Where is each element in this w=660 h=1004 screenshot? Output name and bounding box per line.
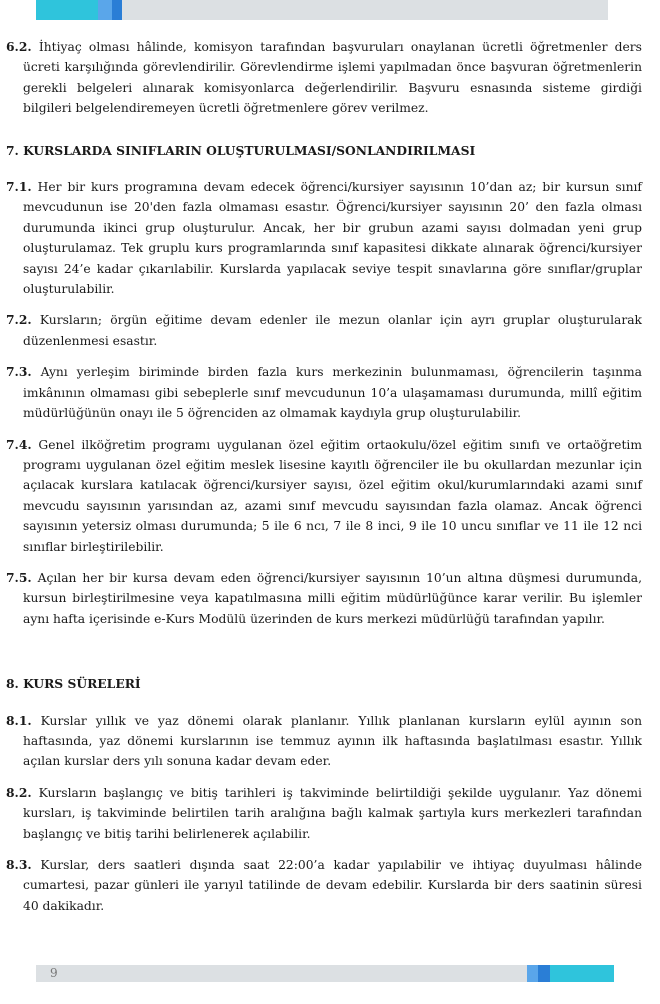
paragraph-number: 7.5.: [6, 569, 32, 585]
paragraph-number: 7.3.: [6, 364, 32, 380]
paragraph-text: Her bir kurs programına devam edecek öğrenci/kursiyer sayısının 10’dan az; bir kursun sınıf mevcudunun ise 20'den fazla olmaması esastır. Öğrenci/kursiyer sayısının 20’ den fazla olması durumunda ikinci grup oluşturulur. Ancak, her bir grubun azami sayısı dolmadan yeni grup oluşturulamaz. Tek gruplu kurs programlarında sınıf kapasitesi dikkate alınarak öğrenci/kursiyer sayısı 24’e kadar çıkarılabilir. Kurslarda yapılacak seviye tespit sınavlarına göre sınıflar/gruplar oluşturulabilir.: [23, 180, 642, 297]
paragraph-text: Kurslar yıllık ve yaz dönemi olarak planlanır. Yıllık planlanan kursların eylül ayının son haftasında, yaz dönemi kurslarının ise temmuz ayının ilk haftasında başlatılması esastır. Yıllık açılan kurslar ders yılı sonuna kadar devam eder.: [23, 713, 642, 769]
header-bar-gray-segment: [122, 0, 608, 20]
paragraph-number: 7.4.: [6, 436, 32, 452]
section-heading-8: 8. KURS SÜRELERİ: [6, 676, 141, 692]
paragraph-text: Aynı yerleşim biriminde birden fazla kurs merkezinin bulunmaması, öğrencilerin taşınma imkânının olmaması gibi sebeplerle sınıf mevcudunun 10’a ulaşamaması durumunda, millî eğitim müdürlüğünün onayı ile 5 öğrenciden az olmamak kaydıyla grup oluşturulabilir.: [23, 365, 642, 421]
section-heading-7: 7. KURSLARDA SINIFLARIN OLUŞTURULMASI/SONLANDIRILMASI: [6, 142, 476, 158]
paragraph-number: 8.3.: [6, 857, 32, 872]
paragraph-7-4: [6, 435, 642, 557]
paragraph-8-1: [6, 711, 642, 772]
paragraph-number: 8.2.: [6, 784, 32, 800]
footer-bar-gray-segment: [36, 965, 527, 982]
footer-bar-cyan-segment: [550, 965, 614, 982]
paragraph-8-3: [6, 855, 642, 916]
header-decoration-bar: [36, 0, 608, 20]
paragraph-number: 7.2.: [6, 312, 32, 328]
header-bar-blue-segment: [98, 0, 112, 20]
paragraph-number: 6.2.: [6, 39, 32, 54]
paragraph-7-5: [6, 568, 642, 629]
header-bar-cyan-segment: [36, 0, 98, 20]
paragraph-text: Kurslar, ders saatleri dışında saat 22:00’a kadar yapılabilir ve ihtiyaç duyulması hâlinde cumartesi, pazar günleri ile yarıyıl tatilinde de devam edebilir. Kurslarda bir ders saatinin süresi 40 dakikadır.: [23, 858, 642, 913]
page-number: 9: [50, 966, 58, 980]
paragraph-text: İhtiyaç olması hâlinde, komisyon tarafından başvuruları onaylanan ücretli öğretmenler ders ücreti karşılığında görevlendirilir. Görevlendirme işlemi yapılmadan önce başvuran öğretmenlerin gerekli belgeleri alınarak komisyonlarca değerlendirilir. Başvuru esnasında sisteme girdiği bilgileri belgelendiremeyen ücretli öğretmenlere görev verilmez.: [23, 40, 642, 116]
paragraph-number: 7.1.: [6, 179, 32, 195]
paragraph-7-1: [6, 177, 642, 299]
paragraph-text: Kursların; örgün eğitime devam edenler ile mezun olanlar için ayrı gruplar oluşturularak düzenlenmesi esastır.: [23, 313, 642, 348]
paragraph-7-2: [6, 310, 642, 351]
paragraph-text: Genel ilköğretim programı uygulanan özel eğitim ortaokulu/özel eğitim sınıfı ve ortaöğretim programı uygulanan özel eğitim meslek lisesine kayıtlı öğrenciler ile bu okullardan mezunlar için açılacak kurslara katılacak öğrenci/kursiyer sayısı, özel eğitim okul/kurumlarındaki azami sınıf mevcudu sayısının yarısından az, azami sınıf mevcudu sayısından fazla olamaz. Ancak öğrenci sayısının yetersiz olması durumunda; 5 ile 6 ncı, 7 ile 8 inci, 9 ile 10 uncu sınıflar ve 11 ile 12 nci sınıflar birleştirilebilir.: [23, 437, 642, 554]
paragraph-8-2: [6, 783, 642, 844]
paragraph-7-3: [6, 362, 642, 423]
footer-bar-blue-dark-segment: [538, 965, 550, 982]
footer-bar-blue-segment: [527, 965, 538, 982]
paragraph-text: Açılan her bir kursa devam eden öğrenci/kursiyer sayısının 10’un altına düşmesi durumunda, kursun birleştirilmesine veya kapatılmasına milli eğitim müdürlüğünce karar verilir. Bu işlemler aynı hafta içerisinde e-Kurs Modülü üzerinden de kurs merkezi müdürlüğü tarafından yapılır.: [23, 570, 642, 626]
document-body: [6, 37, 642, 927]
footer-decoration-bar: [36, 965, 614, 982]
paragraph-number: 8.1.: [6, 712, 32, 728]
header-bar-blue-dark-segment: [112, 0, 122, 20]
paragraph-text: Kursların başlangıç ve bitiş tarihleri iş takviminde belirtildiği şekilde uygulanır. Yaz dönemi kursları, iş takviminde belirtilen tarih aralığına bağlı kalmak şartıyla kurs merkezleri tarafından başlangıç ve bitiş tarihi belirlenerek açılabilir.: [23, 785, 642, 841]
paragraph-6-2: [6, 37, 642, 119]
